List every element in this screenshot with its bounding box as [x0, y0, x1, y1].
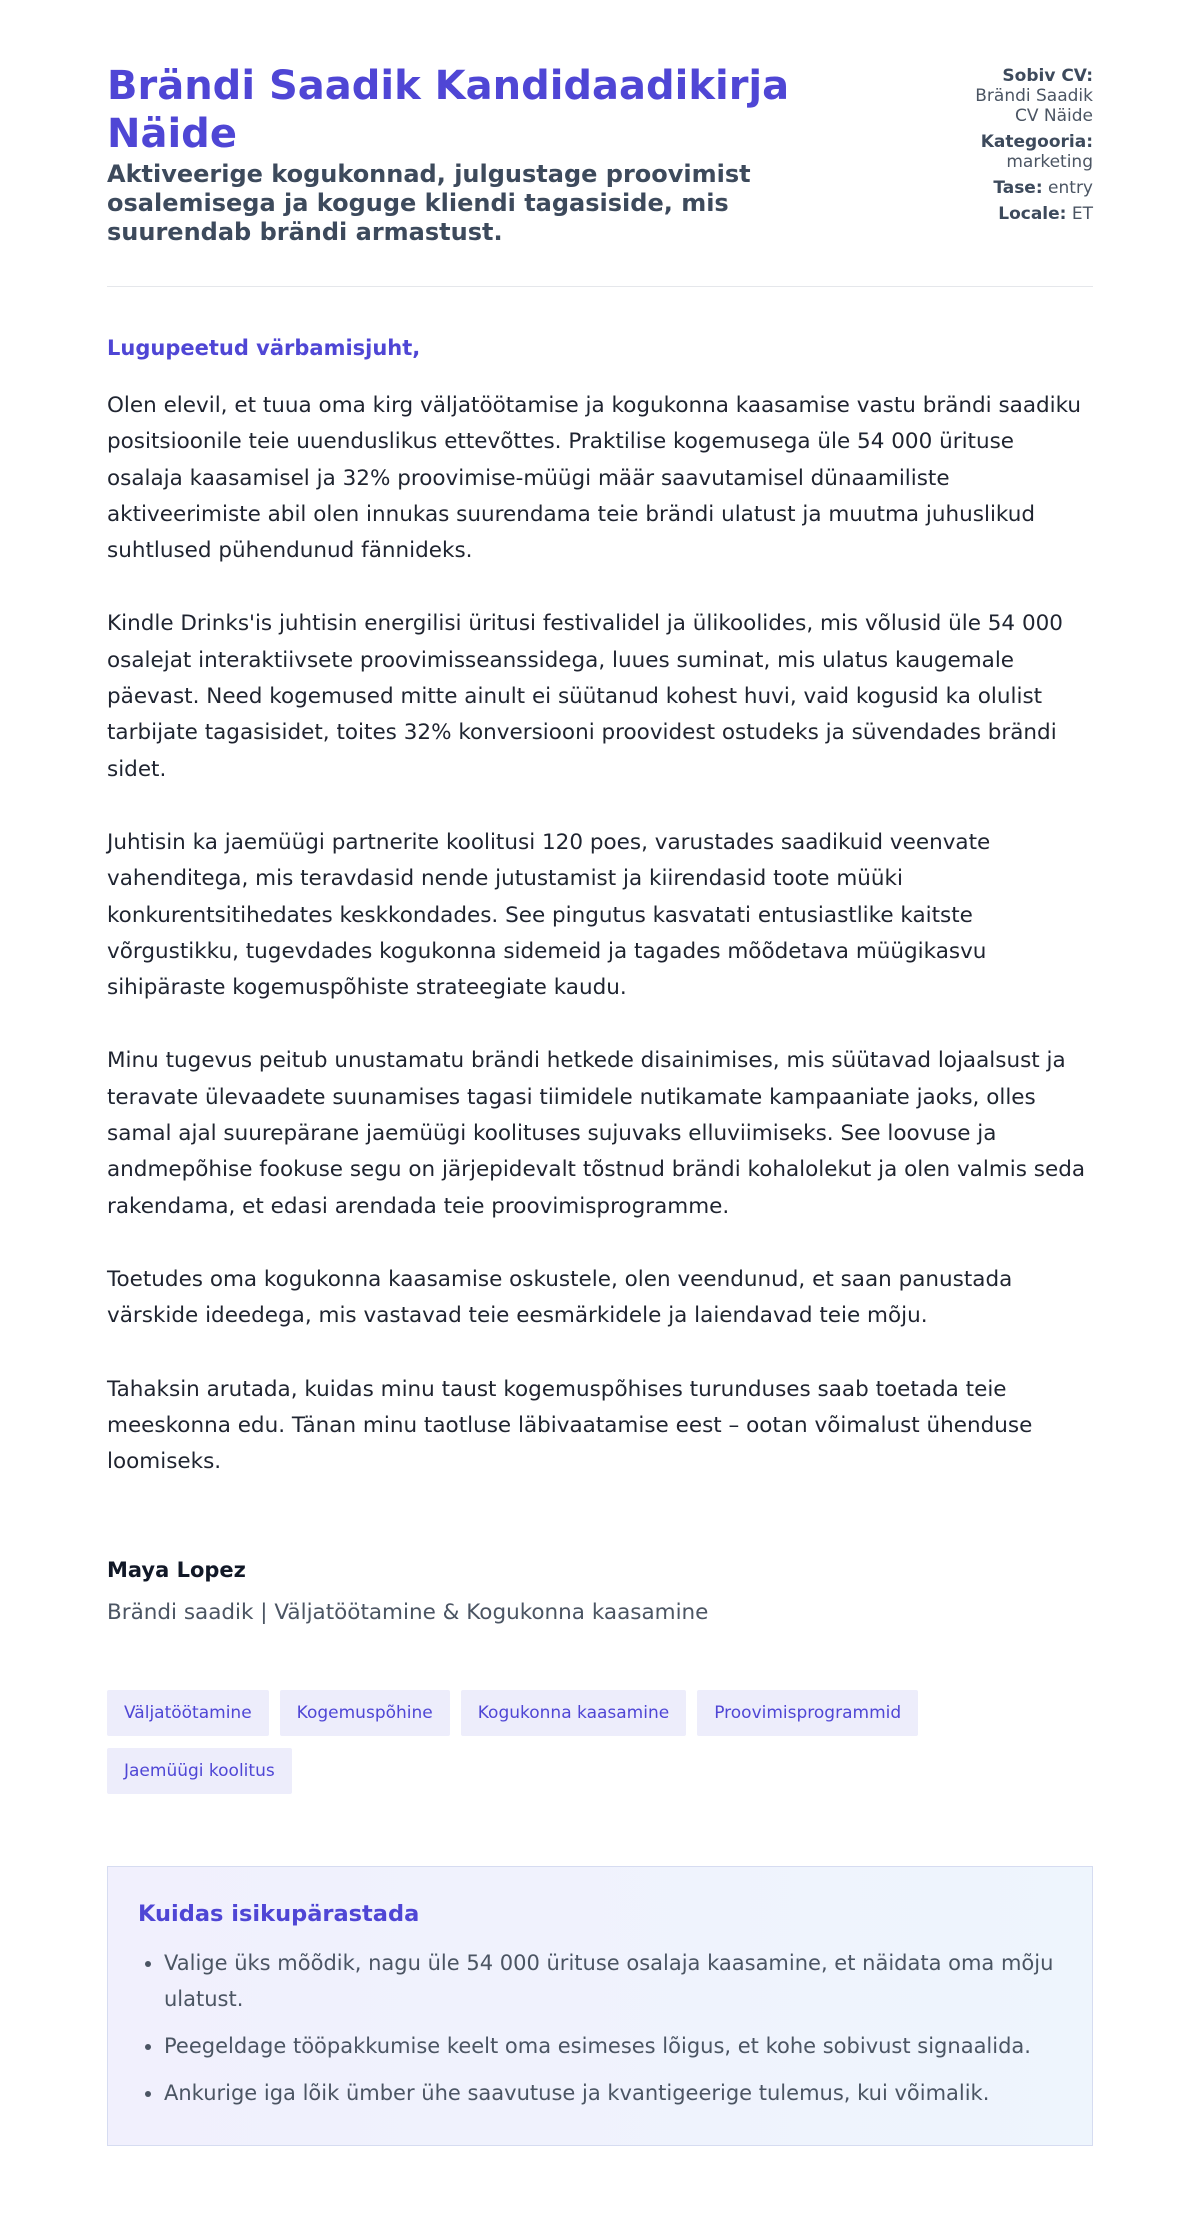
tips-list: [138, 1945, 1062, 2111]
meta-level-value: entry: [1048, 178, 1093, 198]
letter-paragraph: Juhtisin ka jaemüügi partnerite koolitusi 120 poes, varustades saadikuid veenvate vahenditega, mis teravdasid nende jutustamist ja kiirendasid toote müüki konkurentsitihedates keskkondades. See pingutus kasvatati entusiastlike kaitste võrgustikku, tugevdades kogukonna sidemeid ja tagades mõõdetava müügikasvu sihipäraste kogemuspõhiste strateegiate kaudu.: [107, 829, 991, 1001]
tips-item: • Ankurige iga lõik ümber ühe saavutuse ja kvantigeerige tulemus, kui võimalik.: [164, 2075, 1062, 2111]
signature-role: Brändi saadik | Väljatöötamine & Kogukonna kaasamine: [107, 1600, 709, 1625]
meta-locale-label: Locale:: [998, 204, 1067, 224]
letter-paragraph: Tahaksin arutada, kuidas minu taust kogemuspõhises turunduses saab toetada teie meeskonna edu. Tänan minu taotluse läbivaatamise eest – ootan võimalust ühenduse loomiseks.: [107, 1376, 1033, 1475]
letter-paragraph: Olen elevil, et tuua oma kirg väljatöötamise ja kogukonna kaasamise vastu brändi saadiku positsioonile teie uuenduslikus ettevõttes. Praktilise kogemusega üle 54 000 ürituse osalaja kaasamisel ja 32% proovimise-müügi määr saavutamisel dünaamiliste aktiveerimiste abil olen innukas suurendama teie brändi ulatust ja muutma juhuslikud suhtlused pühendunud fännideks.: [107, 393, 1082, 564]
letter-greeting: Lugupeetud värbamisjuht,: [107, 336, 421, 360]
meta-cv-value-line1: Brändi Saadik: [975, 86, 1093, 106]
tag-chip: Jaemüügi koolitus: [107, 1748, 292, 1794]
meta-level: [853, 178, 1093, 198]
page-header: [107, 0, 1093, 287]
tips-title: Kuidas isikupärastada: [138, 1901, 420, 1927]
meta-locale-value: ET: [1071, 204, 1093, 224]
letter-paragraph: Kindle Drinks'is juhtisin energilisi üritusi festivalidel ja ülikoolides, mis võlusid üle 54 000 osalejat interaktiivsete proovimisseanssidega, luues suminat, mis ulatus kaugemale päevast. Need kogemused mitte ainult ei süütanud kohest huvi, vaid kogusid ka olulist tarbijate tagasisidet, toites 32% konversiooni proovidest ostudeks ja süvendades brändi sidet.: [107, 611, 1063, 782]
meta-panel: [853, 66, 1093, 230]
meta-category-label: Kategooria:: [980, 132, 1093, 152]
signature-name: Maya Lopez: [107, 1558, 246, 1582]
page-subtitle: Aktiveerige kogukonnad, julgustage proovimist osalemisega ja koguge kliendi tagasiside, mis suurendab brändi armastust.: [107, 160, 751, 246]
meta-category: [853, 132, 1093, 172]
tips-item: • Valige üks mõõdik, nagu üle 54 000 ürituse osalaja kaasamine, et näidata oma mõju ulatust.: [164, 1945, 1062, 2017]
tag-chip: Proovimisprogrammid: [697, 1690, 918, 1736]
personalize-tips-box: [107, 1866, 1093, 2146]
meta-cv-label: Sobiv CV:: [1002, 66, 1093, 86]
page-title: Brändi Saadik Kandidaadikirja Näide: [107, 63, 790, 157]
meta-locale: [853, 204, 1093, 224]
letter-paragraph: Minu tugevus peitub unustamatu brändi hetkede disainimises, mis süütavad lojaalsust ja teravate ülevaadete suunamises tagasi tiimidele nutikamate kampaaniate jaoks, olles samal ajal suurepärane jaemüügi koolituses sujuvaks elluviimiseks. See loovuse ja andmepõhise fookuse segu on järjepidevalt tõstnud brändi kohalolekut ja olen valmis seda rakendama, et edasi arendada teie proovimisprogramme.: [107, 1048, 1086, 1219]
tag-chip: Kogukonna kaasamine: [461, 1690, 686, 1736]
meta-level-label: Tase:: [993, 178, 1043, 198]
meta-category-value: marketing: [1006, 152, 1093, 172]
meta-cv: [853, 66, 1093, 126]
tips-item: • Peegeldage tööpakkumise keelt oma esimeses lõigus, et kohe sobivust signaalida.: [164, 2028, 1062, 2064]
meta-cv-value-line2: CV Näide: [1014, 106, 1093, 126]
tag-list: [107, 1690, 1093, 1806]
tag-chip: Kogemuspõhine: [280, 1690, 450, 1736]
letter-body: [107, 388, 1093, 1517]
letter-paragraph: Toetudes oma kogukonna kaasamise oskustele, olen veendunud, et saan panustada värskide ideedega, mis vastavad teie eesmärkidele ja laiendavad teie mõju.: [107, 1266, 1013, 1329]
tag-chip: Väljatöötamine: [107, 1690, 269, 1736]
